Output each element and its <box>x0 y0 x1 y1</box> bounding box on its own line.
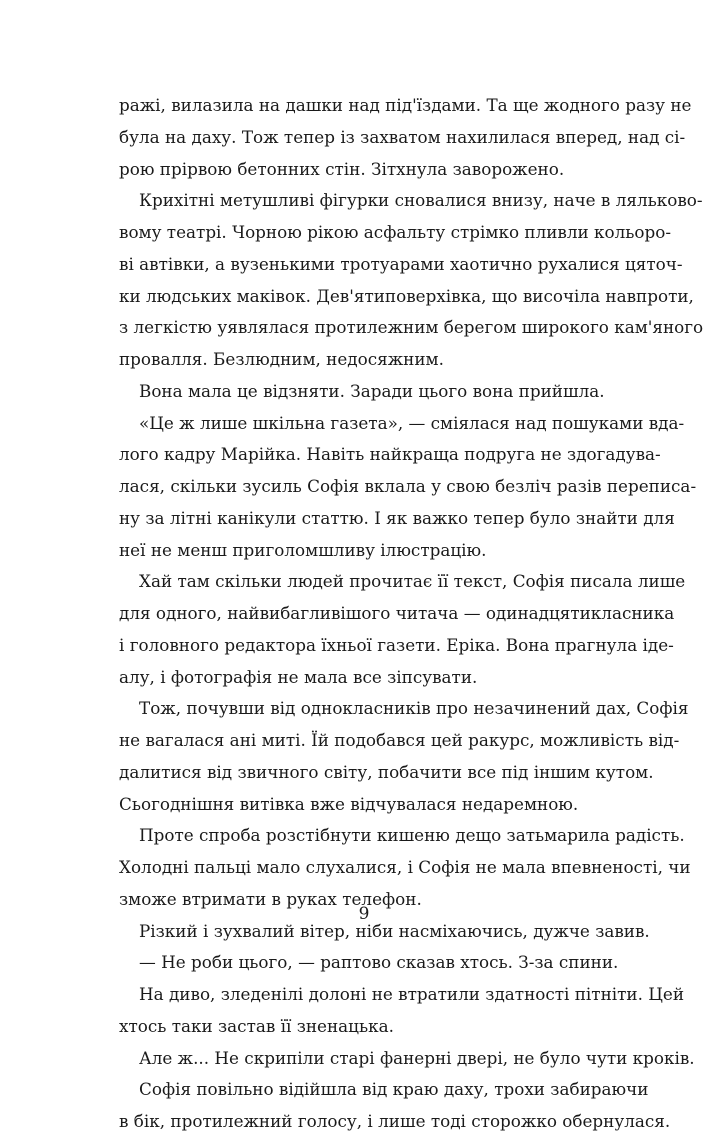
text-line: зможе втримати в руках телефон. <box>119 888 422 909</box>
body-text <box>119 90 704 1138</box>
text-line: далитися від звичного світу, побачити все під іншим кутом. <box>119 761 654 782</box>
text-line: «Це ж лише шкільна газета», — сміялася над пошуками вда- <box>139 412 685 433</box>
text-line: Холодні пальці мало слухалися, і Софія не мала впевненості, чи <box>119 857 691 877</box>
text-line: Софія повільно відійшла від краю даху, трохи забираючи <box>139 1079 649 1100</box>
text-line: На диво, зледенілі долоні не втратили здатності пітніти. Цей <box>139 984 685 1004</box>
text-line: для одного, найвибагливішого читача — одинадцятикласника <box>119 603 675 623</box>
text-line: Вона мала це відзняти. Заради цього вона прийшла. <box>139 380 605 401</box>
text-line: Сьогоднішня витівка вже відчувалася недаремною. <box>119 793 579 814</box>
text-line: в бік, протилежний голосу, і лише тоді сторожко обернулася. <box>119 1111 671 1131</box>
text-line: — Не роби цього, — раптово сказав хтось. З-за спини. <box>139 952 619 973</box>
text-line: Тож, почувши від однокласників про незачинений дах, Софія <box>139 698 689 719</box>
text-line: не вагалася ані миті. Їй подобався цей ракурс, можливість від- <box>119 730 680 750</box>
text-line: ві автівки, а вузенькими тротуарами хаотично рухалися цяточ- <box>119 253 683 274</box>
text-line: провалля. Безлюдним, недосяжним. <box>119 349 444 369</box>
text-line: Різкий і зухвалий вітер, ніби насміхаючись, дужче завив. <box>139 920 650 941</box>
text-line: Хай там скільки людей прочитає її текст, Софія писала лише <box>139 571 686 592</box>
text-line: лася, скільки зусиль Софія вклала у свою безліч разів переписа- <box>119 476 697 496</box>
text-line: була на даху. Тож тепер із захватом нахилилася вперед, над сі- <box>119 126 686 147</box>
text-line: з легкістю уявлялася протилежним берегом широкого кам'яного <box>119 317 704 338</box>
page-number: 9 <box>358 904 370 924</box>
text-line: неї не менш приголомшливу ілюстрацію. <box>119 539 487 560</box>
text-line: ну за літні канікули статтю. І як важко тепер було знайти для <box>119 507 675 528</box>
text-line: Проте спроба розстібнути кишеню дещо затьмарила радість. <box>139 825 685 846</box>
text-line: Крихітні метушливі фігурки сновалися внизу, наче в ляльково- <box>139 190 703 211</box>
text-line: Але ж... Не скрипіли старі фанерні двері, не було чути кроків. <box>139 1047 695 1068</box>
text-line: і головного редактора їхньої газети. Еріка. Вона прагнула іде- <box>119 634 674 655</box>
text-line: ки людських маківок. Дев'ятиповерхівка, що височіла навпроти, <box>119 285 694 306</box>
text-line: лого кадру Марійка. Навіть найкраща подруга не здогадува- <box>119 444 661 465</box>
text-line: ражі, вилазила на дашки над під'їздами. Та ще жодного разу не <box>119 95 692 115</box>
text-line: алу, і фотографія не мала все зіпсувати. <box>119 666 478 687</box>
text-line: вому театрі. Чорною рікою асфальту стрімко пливли кольоро- <box>119 222 672 242</box>
text-line: рою прірвою бетонних стін. Зітхнула заворожено. <box>119 158 565 179</box>
text-line: хтось таки застав її зненацька. <box>119 1015 394 1036</box>
